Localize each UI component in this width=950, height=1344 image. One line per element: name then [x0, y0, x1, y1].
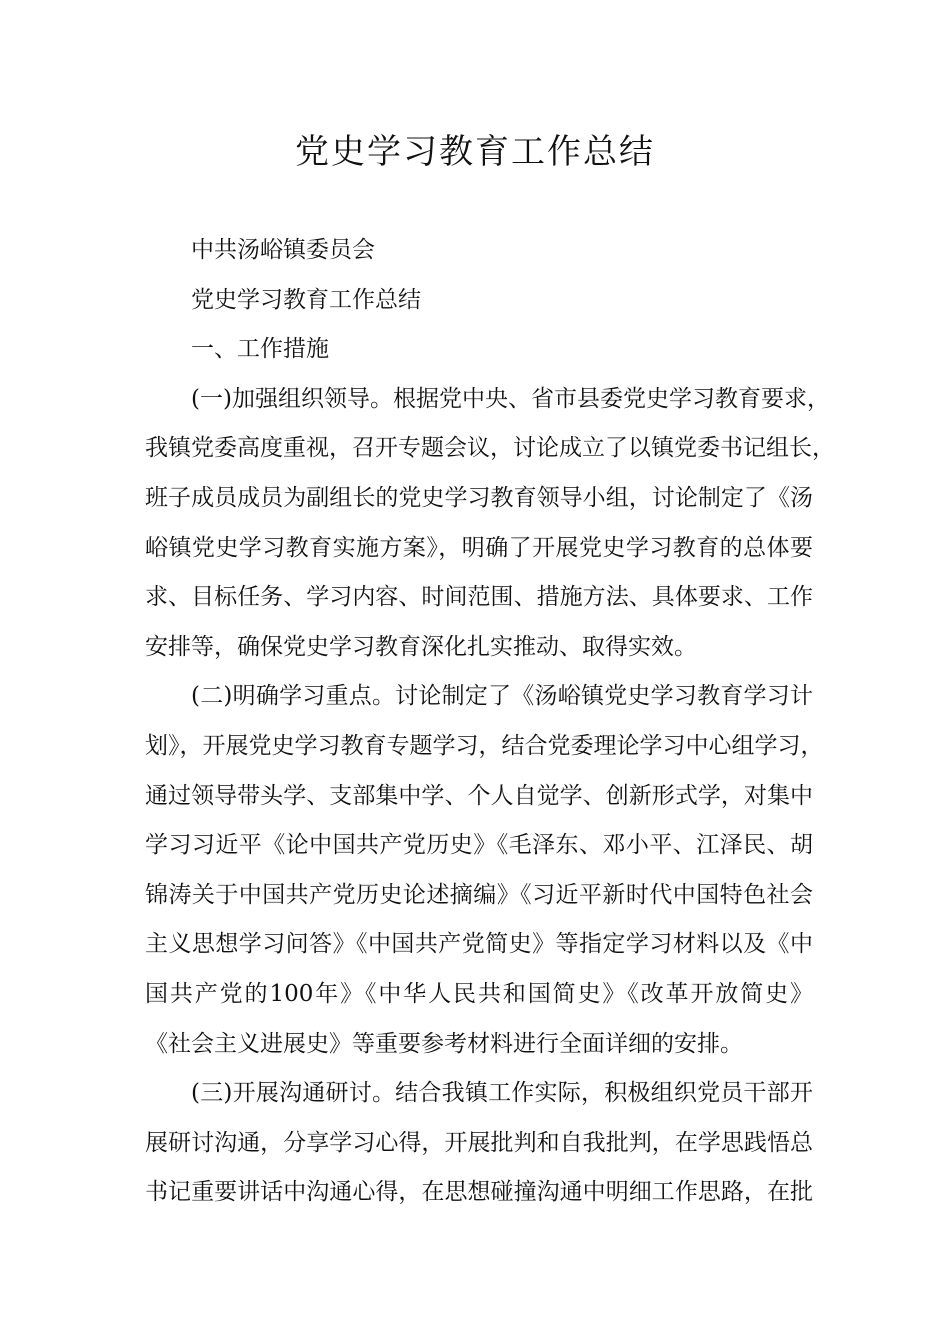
paragraph-2-line: 通过领导带头学、支部集中学、个人自觉学、创新形式学，对集中	[145, 782, 813, 809]
paragraph-2-line: 国共产党的100年》《中华人民共和国简史》《改革开放简史》	[145, 980, 813, 1007]
organization-line: 中共汤峪镇委员会	[191, 237, 375, 263]
paragraph-2-line: 锦涛关于中国共产党历史论述摘编》《习近平新时代中国特色社会	[145, 881, 813, 908]
paragraph-2-line: (二)明确学习重点。讨论制定了《汤峪镇党史学习教育学习计	[191, 683, 813, 710]
subtitle-line: 党史学习教育工作总结	[191, 286, 421, 313]
paragraph-1-line: (一)加强组织领导。根据党中央、省市县委党史学习教育要求，	[191, 385, 830, 412]
paragraph-2-line: 主义思想学习问答》《中国共产党简史》等指定学习材料以及《中	[145, 931, 813, 958]
paragraph-1-line: 峪镇党史学习教育实施方案》，明确了开展党史学习教育的总体要	[145, 534, 813, 561]
paragraph-3-line: 书记重要讲话中沟通心得，在思想碰撞沟通中明细工作思路，在批	[145, 1179, 813, 1206]
paragraph-2-line: 《社会主义进展史》等重要参考材料进行全面详细的安排。	[145, 1030, 743, 1057]
paragraph-3-line: (三)开展沟通研讨。结合我镇工作实际，积极组织党员干部开	[191, 1080, 813, 1107]
document-title: 党史学习教育工作总结	[295, 132, 655, 172]
paragraph-3-line: 展研讨沟通，分享学习心得，开展批判和自我批判，在学思践悟总	[145, 1129, 813, 1156]
paragraph-1-line: 班子成员成员为副组长的党史学习教育领导小组，讨论制定了《汤	[145, 484, 813, 511]
paragraph-2-line: 划》，开展党史学习教育专题学习，结合党委理论学习中心组学习，	[145, 732, 824, 759]
section-heading: 一、工作措施	[191, 336, 329, 363]
paragraph-1-line: 安排等，确保党史学习教育深化扎实推动、取得实效。	[145, 633, 697, 660]
paragraph-2-line: 学习习近平《论中国共产党历史》《毛泽东、邓小平、江泽民、胡	[145, 832, 813, 859]
paragraph-1-line: 我镇党委高度重视，召开专题会议，讨论成立了以镇党委书记组长，	[145, 435, 835, 462]
paragraph-1-line: 求、目标任务、学习内容、时间范围、措施方法、具体要求、工作	[145, 584, 813, 611]
document-body	[145, 226, 835, 1218]
